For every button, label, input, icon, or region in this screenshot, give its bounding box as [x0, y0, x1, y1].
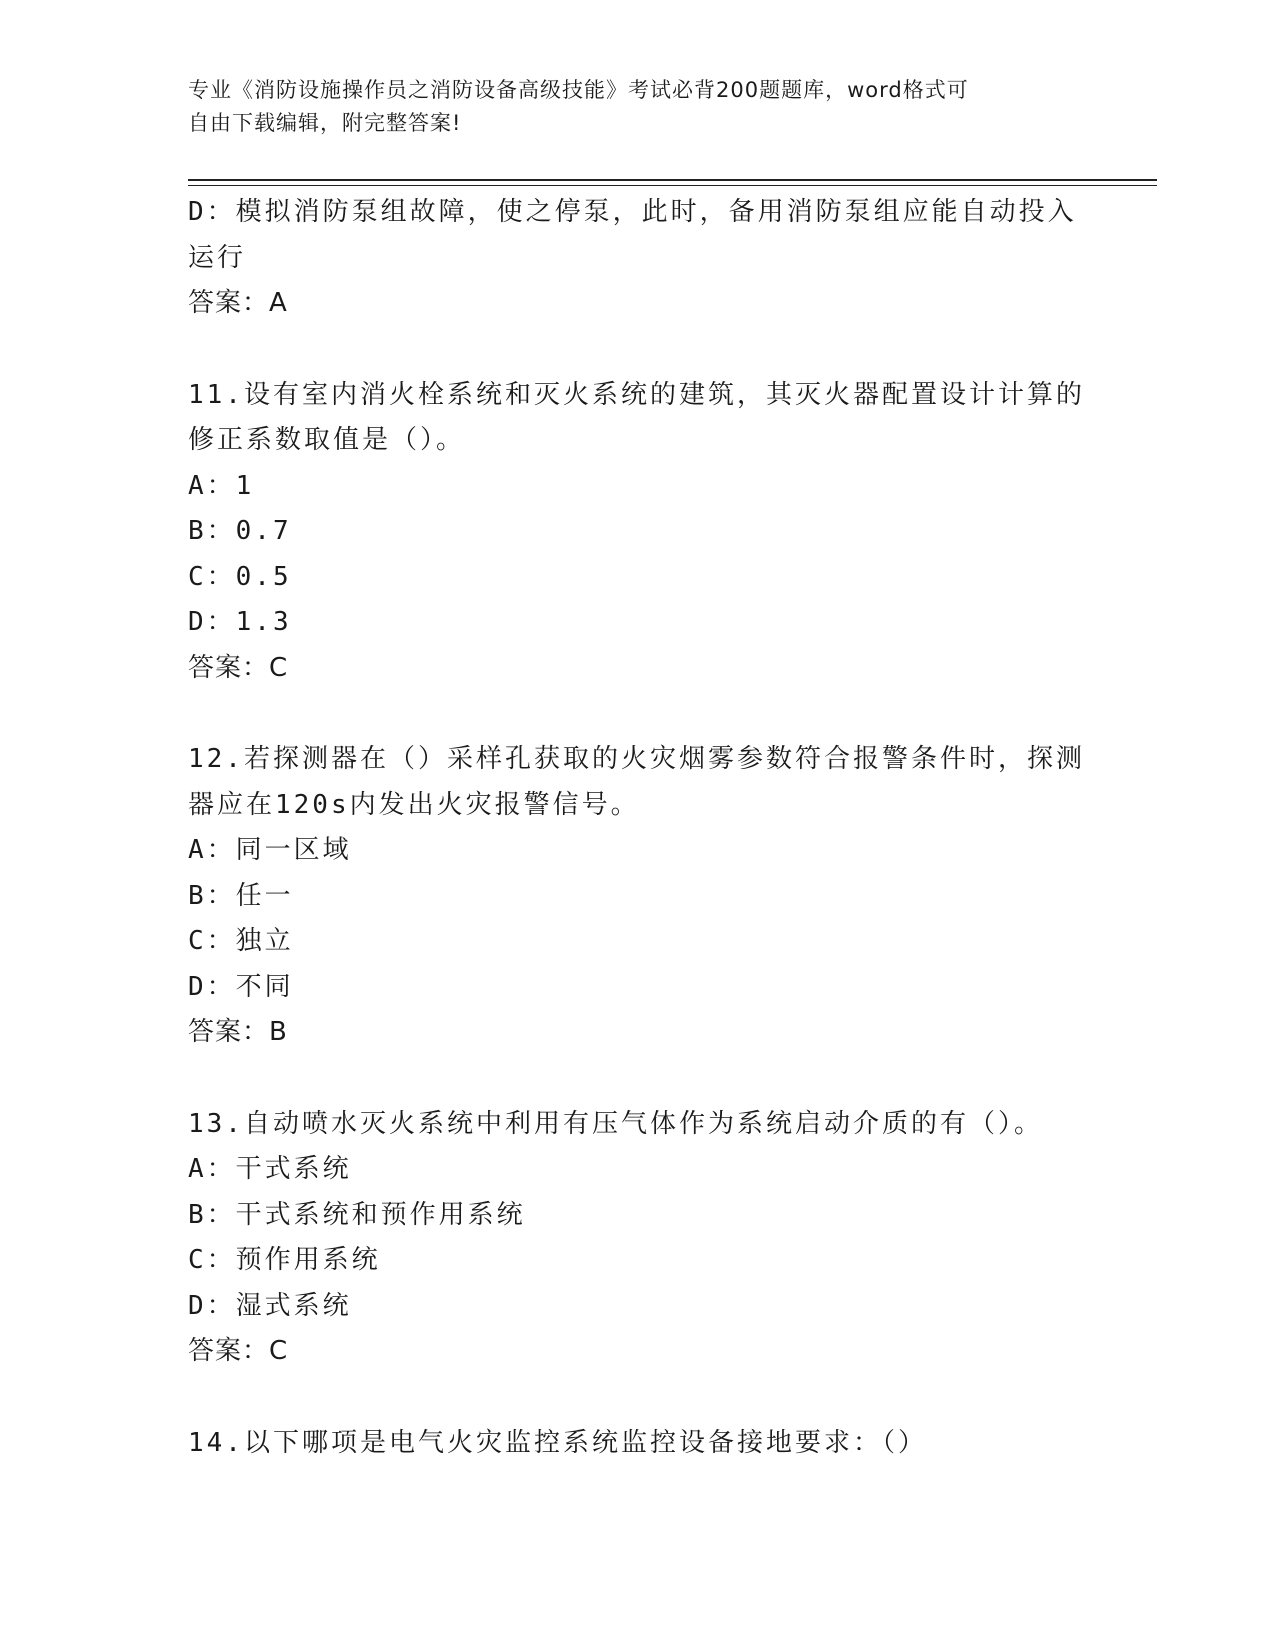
option-c: C：独立 — [188, 926, 294, 956]
header-line-1: 专业《消防设施操作员之消防设备高级技能》考试必背200题题库，word格式可 — [188, 78, 969, 102]
option-c: C：0.5 — [188, 561, 292, 592]
answer: 答案：C — [188, 652, 289, 683]
option-a: A：干式系统 — [188, 1154, 352, 1184]
option-b: B：干式系统和预作用系统 — [188, 1199, 526, 1230]
question-list — [188, 190, 1088, 1466]
option-c: C：预作用系统 — [188, 1245, 381, 1275]
answer: 答案：B — [188, 1017, 288, 1047]
question-14 — [188, 1421, 1088, 1467]
answer: 答案：A — [188, 288, 288, 318]
question-stem: 13.自动喷水灭火系统中利用有压气体作为系统启动介质的有（）。 — [188, 1108, 1043, 1139]
question-13 — [188, 1102, 1088, 1375]
question-stem: 14.以下哪项是电气火灾监控系统监控设备接地要求：（） — [188, 1427, 927, 1458]
answer: 答案：C — [188, 1336, 289, 1366]
question-stem: 12.若探测器在（）采样孔获取的火灾烟雾参数符合报警条件时，探测 — [188, 744, 1085, 774]
header-rule-thin — [188, 185, 1157, 186]
option-d: D：湿式系统 — [188, 1290, 352, 1321]
question-10-tail — [188, 190, 1088, 327]
option-d: D：模拟消防泵组故障，使之停泵，此时，备用消防泵组应能自动投入 — [188, 197, 1077, 227]
question-stem-continued: 修正系数取值是（）。 — [188, 425, 466, 455]
header-line-2: 自由下载编辑，附完整答案! — [188, 111, 462, 135]
option-a: A：同一区域 — [188, 835, 352, 865]
question-11 — [188, 373, 1088, 692]
option-a: A：1 — [188, 470, 255, 501]
question-stem: 11.设有室内消火栓系统和灭火系统的建筑，其灭火器配置设计计算的 — [188, 379, 1085, 410]
option-b: B：任一 — [188, 880, 294, 911]
header-rule-thick — [188, 179, 1157, 181]
document-header — [188, 74, 1068, 140]
option-d: D：不同 — [188, 971, 294, 1002]
option-b: B：0.7 — [188, 516, 292, 546]
question-stem-continued: 器应在120s内发出火灾报警信号。 — [188, 789, 640, 820]
option-d-continued: 运行 — [188, 242, 247, 273]
option-d: D：1.3 — [188, 607, 292, 637]
question-12 — [188, 737, 1088, 1056]
